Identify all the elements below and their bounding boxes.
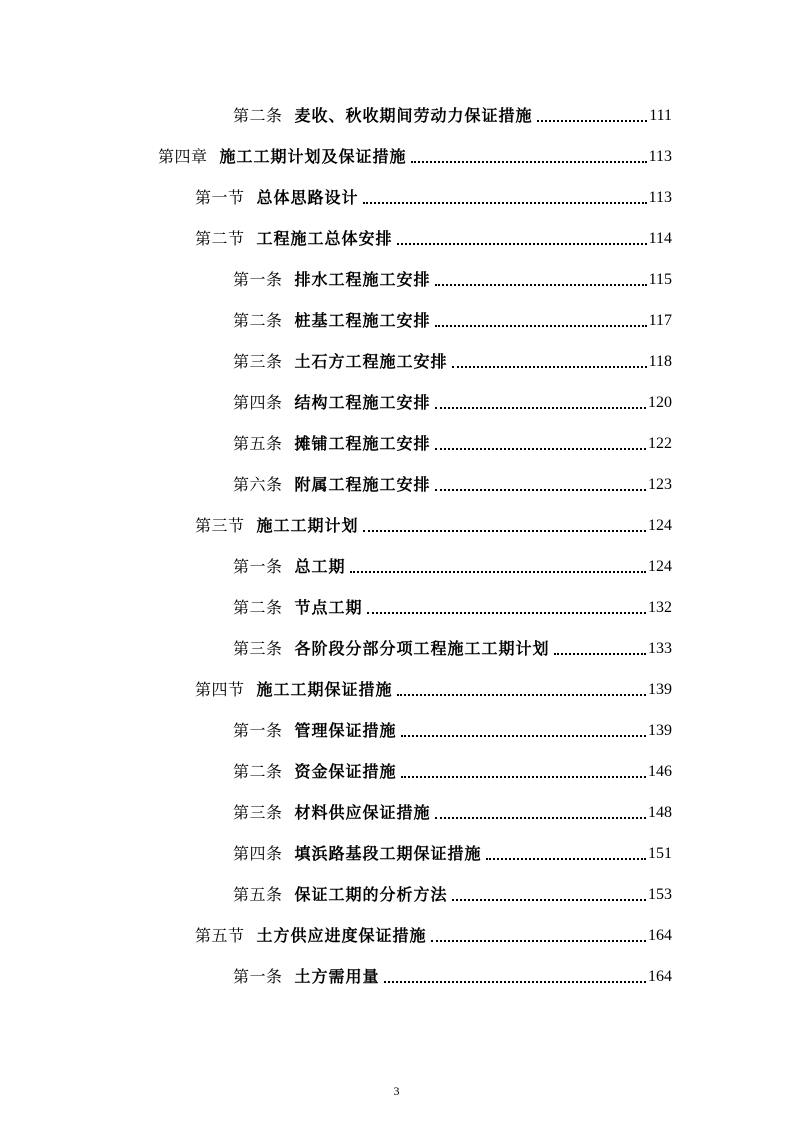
toc-entry[interactable] — [158, 137, 672, 167]
toc-entry-title: 各阶段分部分项工程施工工期计划 — [294, 639, 550, 658]
toc-entry[interactable] — [195, 670, 672, 700]
toc-leader-dots — [367, 610, 646, 614]
toc-entry-number: 第二条 — [233, 106, 283, 125]
toc-entry-title: 总体思路设计 — [256, 188, 359, 207]
toc-entry-number: 第二条 — [233, 311, 283, 330]
toc-entry-title: 施工工期计划及保证措施 — [219, 147, 407, 166]
toc-entry[interactable] — [233, 424, 672, 454]
toc-entry-title: 填浜路基段工期保证措施 — [294, 844, 482, 863]
toc-entry-page: 151 — [648, 845, 672, 862]
toc-entry-number: 第五条 — [233, 434, 283, 453]
toc-leader-dots — [401, 733, 646, 737]
toc-entry[interactable] — [233, 342, 672, 372]
toc-entry-title: 土石方工程施工安排 — [294, 352, 448, 371]
toc-entry-number: 第一条 — [233, 557, 283, 576]
toc-entry-page: 117 — [648, 312, 672, 329]
toc-entry-number: 第三节 — [195, 516, 245, 535]
toc-entry-title: 资金保证措施 — [294, 762, 397, 781]
toc-entry-page: 164 — [648, 968, 672, 985]
toc-entry-number: 第三条 — [233, 803, 283, 822]
toc-entry[interactable] — [233, 752, 672, 782]
toc-entry[interactable] — [195, 219, 672, 249]
toc-entry-page: 139 — [648, 722, 672, 739]
toc-entry-title: 桩基工程施工安排 — [294, 311, 431, 330]
toc-entry-page: 164 — [648, 927, 672, 944]
toc-leader-dots — [397, 692, 646, 696]
toc-entry-title: 节点工期 — [294, 598, 363, 617]
toc-entry-number: 第一条 — [233, 270, 283, 289]
toc-leader-dots — [350, 569, 646, 573]
toc-entry[interactable] — [233, 711, 672, 741]
toc-leader-dots — [431, 938, 646, 942]
toc-entry[interactable] — [195, 916, 672, 946]
toc-entry-number: 第二节 — [195, 229, 245, 248]
toc-entry[interactable] — [233, 465, 672, 495]
toc-entry-number: 第六条 — [233, 475, 283, 494]
toc-entry-page: 153 — [648, 886, 672, 903]
toc-entry[interactable] — [233, 260, 672, 290]
toc-entry-page: 123 — [648, 476, 672, 493]
toc-entry-page: 118 — [648, 353, 672, 370]
toc-entry-number: 第二条 — [233, 598, 283, 617]
toc-entry-title: 保证工期的分析方法 — [294, 885, 448, 904]
toc-leader-dots — [452, 897, 646, 901]
toc-entry-title: 工程施工总体安排 — [256, 229, 393, 248]
toc-entry-number: 第五条 — [233, 885, 283, 904]
toc-leader-dots — [384, 979, 646, 983]
toc-entry-page: 113 — [648, 148, 672, 165]
toc-entry-title: 材料供应保证措施 — [294, 803, 431, 822]
toc-leader-dots — [435, 323, 647, 327]
toc-entry-title: 总工期 — [294, 557, 346, 576]
toc-leader-dots — [435, 405, 646, 409]
toc-entry-number: 第四节 — [195, 680, 245, 699]
page-number: 3 — [393, 1084, 400, 1098]
toc-entry-page: 124 — [648, 517, 672, 534]
toc-leader-dots — [435, 815, 646, 819]
toc-leader-dots — [363, 528, 646, 532]
toc-entry-number: 第一条 — [233, 967, 283, 986]
toc-entry-page: 113 — [648, 189, 672, 206]
toc-leader-dots — [452, 364, 647, 368]
toc-leader-dots — [554, 651, 646, 655]
toc-entry-title: 施工工期保证措施 — [256, 680, 393, 699]
toc-entry-number: 第五节 — [195, 926, 245, 945]
toc-entry[interactable] — [195, 506, 672, 536]
toc-entry-number: 第一节 — [195, 188, 245, 207]
toc-entry[interactable] — [233, 588, 672, 618]
toc-entry-title: 土方需用量 — [294, 967, 380, 986]
toc-entry-page: 133 — [648, 640, 672, 657]
toc-entry-number: 第三条 — [233, 639, 283, 658]
toc-leader-dots — [537, 118, 648, 122]
toc-leader-dots — [411, 159, 647, 163]
toc-entry-title: 施工工期计划 — [256, 516, 359, 535]
toc-entry-page: 132 — [648, 599, 672, 616]
toc-entry[interactable] — [233, 957, 672, 987]
toc-leader-dots — [397, 241, 647, 245]
toc-entry[interactable] — [233, 301, 672, 331]
toc-entry-title: 管理保证措施 — [294, 721, 397, 740]
toc-entry-page: 122 — [648, 435, 672, 452]
toc-entry-page: 148 — [648, 804, 672, 821]
toc-entry-page: 115 — [648, 271, 672, 288]
toc-entry[interactable] — [233, 96, 672, 126]
toc-entry[interactable] — [233, 629, 672, 659]
toc-entry[interactable] — [233, 793, 672, 823]
toc-leader-dots — [435, 446, 646, 450]
toc-leader-dots — [435, 487, 646, 491]
toc-entry-title: 土方供应进度保证措施 — [256, 926, 427, 945]
toc-entry-number: 第一条 — [233, 721, 283, 740]
toc-entry-page: 114 — [648, 230, 672, 247]
toc-leader-dots — [363, 200, 647, 204]
toc-leader-dots — [435, 282, 647, 286]
toc-entry-number: 第二条 — [233, 762, 283, 781]
toc-leader-dots — [486, 856, 646, 860]
toc-entry-page: 139 — [648, 681, 672, 698]
toc-entry-title: 排水工程施工安排 — [294, 270, 431, 289]
toc-entry[interactable] — [195, 178, 672, 208]
toc-entry-page: 146 — [648, 763, 672, 780]
toc-entry-title: 结构工程施工安排 — [294, 393, 431, 412]
toc-entry-number: 第三条 — [233, 352, 283, 371]
toc-entry-number: 第四条 — [233, 393, 283, 412]
toc-entry-title: 摊铺工程施工安排 — [294, 434, 431, 453]
toc-entry-page: 111 — [649, 107, 672, 124]
toc-entry-page: 124 — [648, 558, 672, 575]
toc-entry-page: 120 — [648, 394, 672, 411]
toc-entry-title: 附属工程施工安排 — [294, 475, 431, 494]
toc-entry[interactable] — [233, 834, 672, 864]
toc-leader-dots — [401, 774, 646, 778]
toc-entry[interactable] — [233, 547, 672, 577]
toc-entry[interactable] — [233, 383, 672, 413]
toc-entry-number: 第四章 — [158, 147, 208, 166]
toc-entry-number: 第四条 — [233, 844, 283, 863]
toc-entry-title: 麦收、秋收期间劳动力保证措施 — [294, 106, 533, 125]
toc-entry[interactable] — [233, 875, 672, 905]
